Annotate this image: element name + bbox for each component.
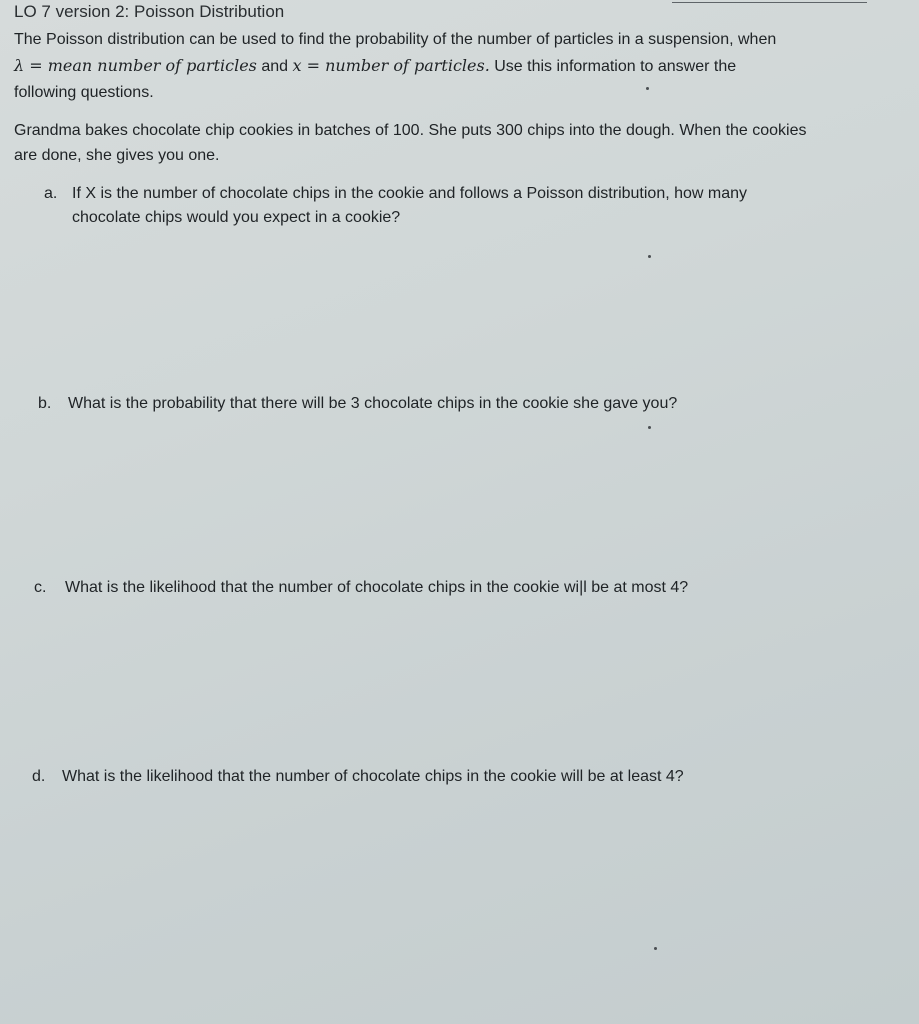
scenario-line-2: are done, she gives you one. xyxy=(14,147,220,164)
top-rule xyxy=(672,2,867,3)
question-letter: b. xyxy=(38,395,52,412)
question-d xyxy=(32,765,684,789)
question-letter: a. xyxy=(44,185,58,202)
intro-line-2 xyxy=(14,53,884,80)
question-b xyxy=(38,392,677,416)
worksheet-title: LO 7 version 2: Poisson Distribution xyxy=(14,2,285,21)
question-a xyxy=(44,182,747,230)
question-letter: c. xyxy=(34,579,47,596)
intro-line-1: The Poisson distribution can be used to find the probability of the number of particles in a suspension, when xyxy=(14,31,777,48)
lambda-definition: λ = mean number of particles xyxy=(14,56,257,75)
x-definition: x = number of particles. xyxy=(292,56,490,75)
question-text: What is the likelihood that the number of chocolate chips in the cookie will be at least 4? xyxy=(62,768,684,785)
paper-speck xyxy=(648,426,651,429)
question-text: What is the likelihood that the number of chocolate chips in the cookie wi|l be at most 4? xyxy=(65,579,689,596)
question-letter: d. xyxy=(32,768,46,785)
scenario-paragraph xyxy=(14,118,894,168)
question-text: What is the probability that there will be 3 chocolate chips in the cookie she gave you? xyxy=(68,395,678,412)
intro-line-2-tail: Use this information to answer the xyxy=(494,58,737,75)
intro-line-3: following questions. xyxy=(14,84,154,101)
paper-speck xyxy=(648,255,651,258)
intro-paragraph xyxy=(14,27,884,106)
question-text: If X is the number of chocolate chips in the cookie and follows a Poisson distribution, how many xyxy=(72,185,748,202)
and-word: and xyxy=(261,58,289,75)
paper-speck xyxy=(646,87,649,90)
paper-speck xyxy=(654,947,657,950)
scenario-line-1: Grandma bakes chocolate chip cookies in batches of 100. She puts 300 chips into the dough. When the cookies xyxy=(14,122,807,139)
question-text-continued: chocolate chips would you expect in a cookie? xyxy=(72,209,401,226)
question-c xyxy=(34,576,688,600)
